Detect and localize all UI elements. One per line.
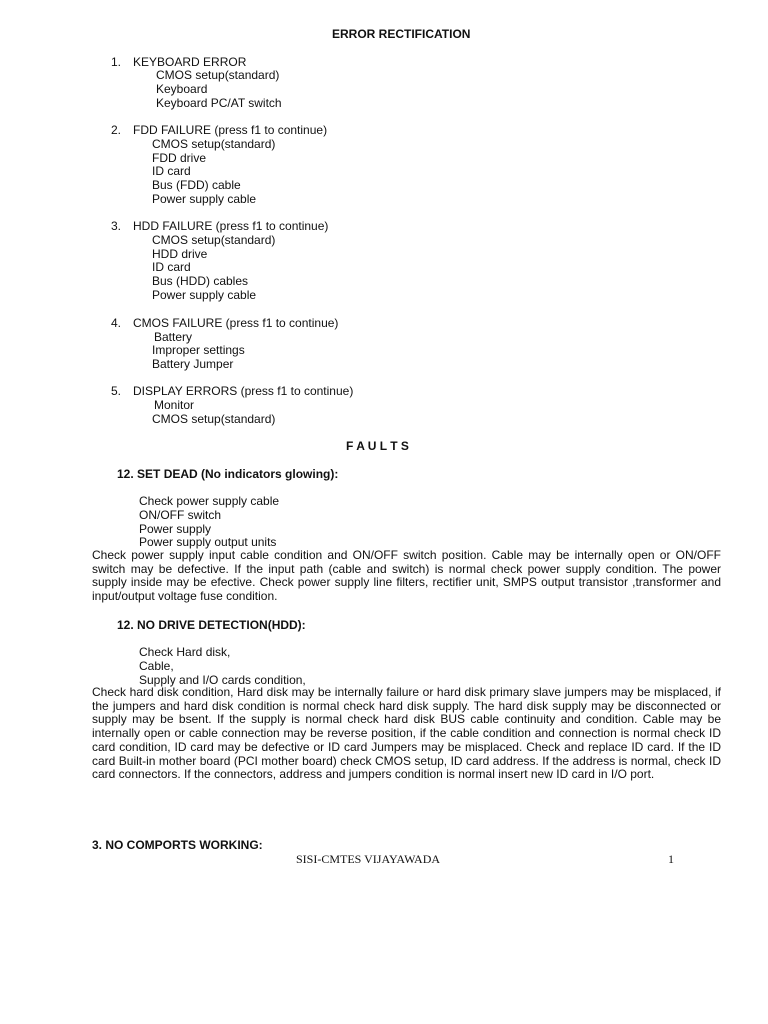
section-heading: FDD FAILURE (press f1 to continue) [133,123,328,137]
section-heading: CMOS FAILURE (press f1 to continue) [133,316,339,330]
section-number: 1. [111,55,122,69]
faults-heading: F A U L T S [346,439,409,453]
fault-check-item: Check Hard disk, [139,645,231,659]
section-item: Power supply cable [152,192,257,206]
section-item: Battery Jumper [152,357,234,371]
fault-check-item: ON/OFF switch [139,508,222,522]
fault-check-item: Power supply output units [139,535,277,549]
section-item: Bus (FDD) cable [152,178,241,192]
section-number: 4. [111,316,122,330]
section-item: Battery [154,330,193,344]
fault-heading: 12. SET DEAD (No indicators glowing): [117,467,339,481]
section-item: CMOS setup(standard) [152,233,276,247]
section-item: ID card [152,164,191,178]
fault-check-item: Power supply [139,522,212,536]
section-item: CMOS setup(standard) [152,412,276,426]
page-title: ERROR RECTIFICATION [332,27,471,41]
section-item: Monitor [154,398,195,412]
section-item: Improper settings [152,343,245,357]
fault-check-item: Check power supply cable [139,494,280,508]
page-number: 1 [668,852,674,866]
section-item: FDD drive [152,151,207,165]
section-number: 3. [111,219,122,233]
section-item: Keyboard [156,82,208,96]
section-item: Keyboard PC/AT switch [156,96,282,110]
fault-check-item: Cable, [139,659,174,673]
fault-heading: 3. NO COMPORTS WORKING: [92,838,263,852]
section-item: Bus (HDD) cables [152,274,249,288]
footer-text: SISI-CMTES VIJAYAWADA [296,852,441,866]
fault-paragraph: Check hard disk condition, Hard disk may be internally failure or hard disk primary slave jumpers may be misplaced, if the jumpers and hard disk condition is normal check hard disk supply. The hard disk supply may be disconnected or supply may be bsent. If the supply is normal check hard disk BUS cable continuity and condition. Cable may be internally open or cable connection may be reverse position, if the cable condition and connection is normal check ID card condition, ID card may be defective or ID card Jumpers may be misplaced. Check and replace ID card. If the ID card Built-in mother board (PCI mother board) check CMOS setup, ID card address. If the address is normal, check ID card connectors. If the connectors, address and jumpers condition is normal insert new ID card in I/O port. [92,685,721,782]
section-number: 5. [111,384,122,398]
section-item: ID card [152,260,191,274]
section-item: Power supply cable [152,288,257,302]
section-heading: KEYBOARD ERROR [133,55,247,69]
section-heading: HDD FAILURE (press f1 to continue) [133,219,329,233]
fault-paragraph: Check power supply input cable condition and ON/OFF switch position. Cable may be internally open or ON/OFF switch may be defective. If the input path (cable and switch) is normal check power supply condition. The power supply inside may be efective. Check power supply line filters, rectifier unit, SMPS output transistor ,transformer and input/output voltage fuse condition. [92,548,721,604]
section-number: 2. [111,123,122,137]
section-item: CMOS setup(standard) [156,68,280,82]
section-heading: DISPLAY ERRORS (press f1 to continue) [133,384,354,398]
fault-heading: 12. NO DRIVE DETECTION(HDD): [117,618,306,632]
section-item: HDD drive [152,247,208,261]
section-item: CMOS setup(standard) [152,137,276,151]
fault-check-item: Supply and I/O cards condition, [139,673,306,687]
